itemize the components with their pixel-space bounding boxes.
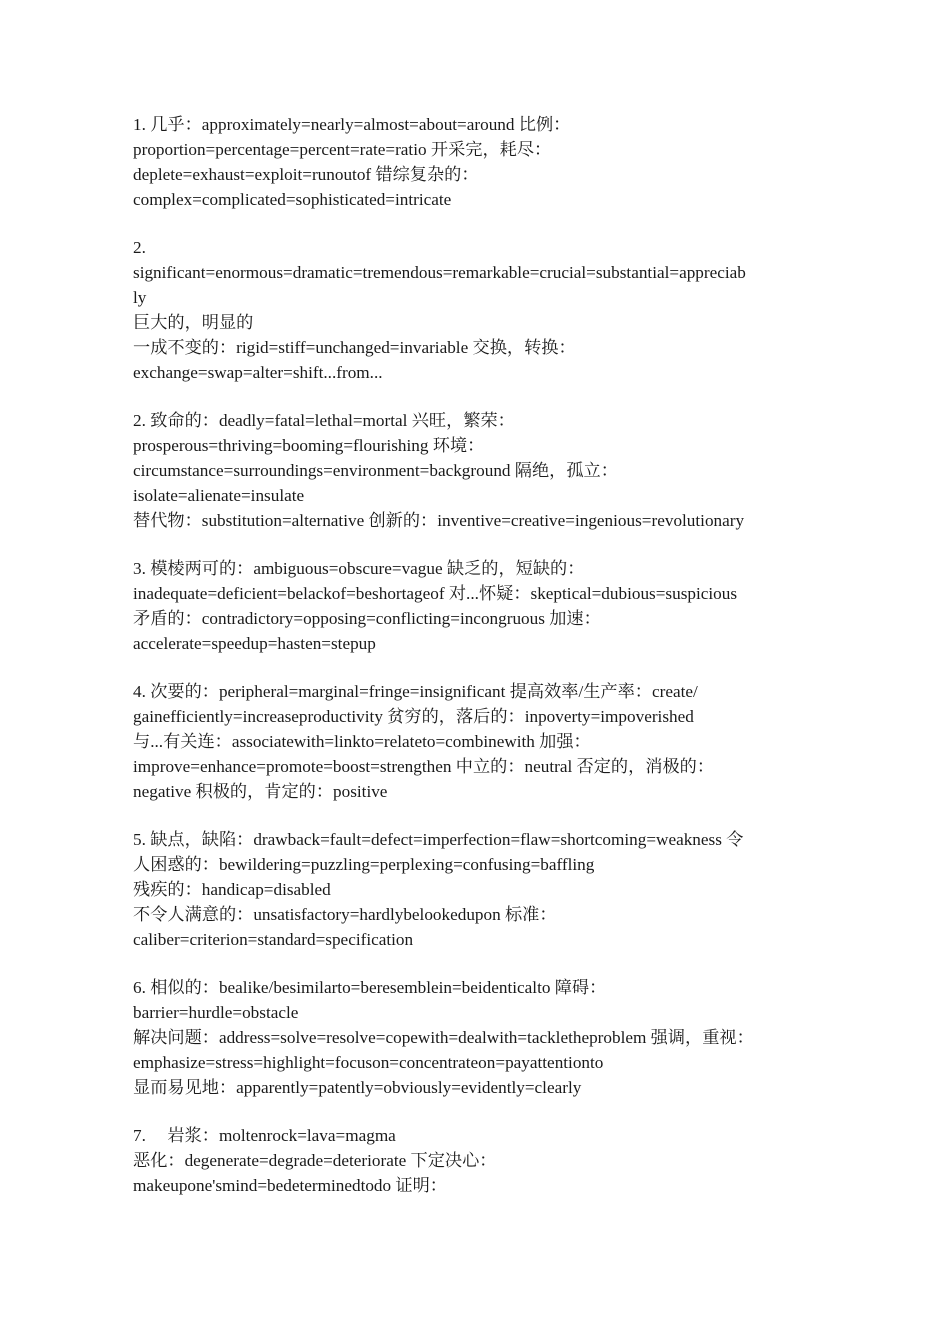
text-line: 1. 几乎：approximately=nearly=almost=about=around 比例： <box>133 115 571 134</box>
paragraph <box>133 827 833 952</box>
text-line: barrier=hurdle=obstacle <box>133 1003 299 1022</box>
paragraph <box>133 556 833 656</box>
paragraph <box>133 1123 833 1198</box>
text-line: 5. 缺点，缺陷：drawback=fault=defect=imperfection=flaw=shortcoming=weakness 令 <box>133 830 744 849</box>
text-line: complex=complicated=sophisticated=intricate <box>133 190 452 209</box>
document-body <box>133 112 833 1221</box>
text-line: prosperous=thriving=booming=flourishing 环境： <box>133 436 485 455</box>
text-line: 替代物：substitution=alternative 创新的：inventive=creative=ingenious=revolutionary <box>133 511 745 530</box>
paragraph <box>133 235 833 385</box>
text-line: proportion=percentage=percent=rate=ratio 开采完，耗尽： <box>133 140 552 159</box>
text-line: 7. 岩浆：moltenrock=lava=magma <box>133 1126 396 1145</box>
text-line: 一成不变的：rigid=stiff=unchanged=invariable 交换，转换： <box>133 338 576 357</box>
text-line: accelerate=speedup=hasten=stepup <box>133 634 376 653</box>
text-line: inadequate=deficient=belackof=beshortageof 对...怀疑：skeptical=dubious=suspicious <box>133 584 738 603</box>
text-line: 3. 模棱两可的：ambiguous=obscure=vague 缺乏的，短缺的： <box>133 559 585 578</box>
text-line: 不令人满意的：unsatisfactory=hardlybelookedupon 标准： <box>133 905 557 924</box>
text-line: 解决问题：address=solve=resolve=copewith=dealwith=tackletheproblem 强调，重视： <box>133 1028 754 1047</box>
paragraph <box>133 112 833 212</box>
text-line: isolate=alienate=insulate <box>133 486 305 505</box>
text-line: improve=enhance=promote=boost=strengthen 中立的：neutral 否定的，消极的： <box>133 757 715 776</box>
text-line: negative 积极的，肯定的：positive <box>133 782 388 801</box>
text-line: 6. 相似的：bealike/besimilarto=beresemblein=beidenticalto 障碍： <box>133 978 607 997</box>
text-line: 2. 致命的：deadly=fatal=lethal=mortal 兴旺，繁荣： <box>133 411 515 430</box>
text-line: significant=enormous=dramatic=tremendous=remarkable=crucial=substantial=appreciab <box>133 263 746 282</box>
text-line: 与...有关连：associatewith=linkto=relateto=combinewith 加强： <box>133 732 591 751</box>
text-line: 2. <box>133 238 146 257</box>
text-line: exchange=swap=alter=shift...from... <box>133 363 383 382</box>
text-line: circumstance=surroundings=environment=background 隔绝，孤立： <box>133 461 618 480</box>
text-line: gainefficiently=increaseproductivity 贫穷的，落后的：inpoverty=impoverished <box>133 707 694 726</box>
text-line: deplete=exhaust=exploit=runoutof 错综复杂的： <box>133 165 479 184</box>
text-line: caliber=criterion=standard=specification <box>133 930 414 949</box>
text-line: emphasize=stress=highlight=focuson=concentrateon=payattentionto <box>133 1053 604 1072</box>
text-line: 4. 次要的：peripheral=marginal=fringe=insignificant 提高效率/生产率：create/ <box>133 682 698 701</box>
text-line: makeupone'smind=bedeterminedtodo 证明： <box>133 1176 447 1195</box>
text-line: 矛盾的：contradictory=opposing=conflicting=incongruous 加速： <box>133 609 601 628</box>
text-line: 人困惑的：bewildering=puzzling=perplexing=confusing=baffling <box>133 855 595 874</box>
paragraph <box>133 975 833 1100</box>
text-line: 显而易见地：apparently=patently=obviously=evidently=clearly <box>133 1078 582 1097</box>
paragraph <box>133 679 833 804</box>
paragraph <box>133 408 833 533</box>
text-line: 恶化：degenerate=degrade=deteriorate 下定决心： <box>133 1151 497 1170</box>
text-line: ly <box>133 288 147 307</box>
text-line: 巨大的，明显的 <box>133 313 254 332</box>
text-line: 残疾的：handicap=disabled <box>133 880 331 899</box>
